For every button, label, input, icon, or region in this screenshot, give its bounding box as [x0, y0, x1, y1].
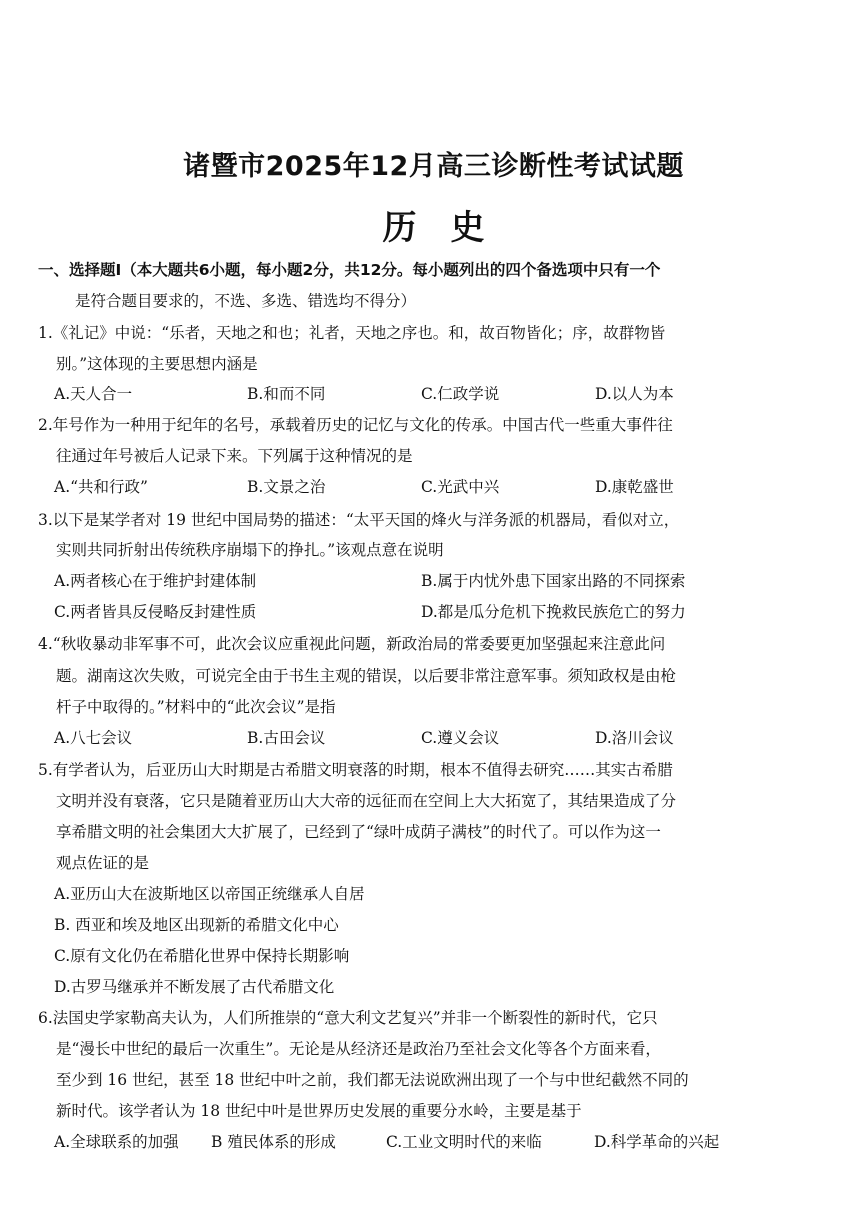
q6-option-d: D.科学革命的兴起: [594, 1133, 720, 1151]
q3-option-a: A.两者核心在于维护封建体制: [54, 572, 257, 590]
q3-stem-cont: 实则共同折射出传统秩序崩塌下的挣扎。”该观点意在说明: [56, 541, 444, 559]
q4-option-c: C.遵义会议: [421, 729, 500, 747]
q1-stem-cont: 别。”这体现的主要思想内涵是: [56, 355, 258, 373]
q4-stem-cont2: 杆子中取得的。”材料中的“此次会议”是指: [56, 698, 336, 716]
q4-option-b: B.古田会议: [247, 729, 326, 747]
q6-stem: 6.法国史学家勒高夫认为，人们所推崇的“意大利文艺复兴”并非一个断裂性的新时代，它只: [38, 1009, 658, 1027]
q2-option-c: C.光武中兴: [421, 478, 500, 496]
q1-option-b: B.和而不同: [247, 385, 326, 403]
q5-option-b: B. 西亚和埃及地区出现新的希腊文化中心: [54, 916, 339, 934]
q1-option-d: D.以人为本: [595, 385, 674, 403]
q2-stem: 2.年号作为一种用于纪年的名号，承载着历史的记忆与文化的传承。中国古代一些重大事件往: [38, 416, 673, 434]
q2-option-a: A.“共和行政”: [54, 478, 148, 496]
q2-option-d: D.康乾盛世: [595, 478, 674, 496]
q5-stem-cont2: 享希腊文明的社会集团大大扩展了，已经到了“绿叶成荫子满枝”的时代了。可以作为这一: [56, 823, 661, 841]
q5-option-d: D.古罗马继承并不断发展了古代希腊文化: [54, 978, 335, 996]
q4-option-d: D.洛川会议: [595, 729, 674, 747]
q6-option-b: B 殖民体系的形成: [211, 1133, 336, 1151]
q5-option-a: A.亚历山大在波斯地区以帝国正统继承人自居: [54, 885, 365, 903]
q4-option-a: A.八七会议: [54, 729, 133, 747]
q2-stem-cont: 往通过年号被后人记录下来。下列属于这种情况的是: [56, 447, 413, 465]
q1-option-c: C.仁政学说: [421, 385, 500, 403]
q5-option-c: C.原有文化仍在希腊化世界中保持长期影响: [54, 947, 350, 965]
q5-stem-cont3: 观点佐证的是: [56, 854, 150, 872]
section-heading-cont: 是符合题目要求的，不选、多选、错选均不得分）: [75, 292, 417, 310]
q2-option-b: B.文景之治: [247, 478, 326, 496]
q4-stem-cont1: 题。湖南这次失败，可说完全由于书生主观的错误，以后要非常注意军事。须知政权是由枪: [56, 667, 677, 685]
q3-option-b: B.属于内忧外患下国家出路的不同探索: [421, 572, 686, 590]
q5-stem-cont1: 文明并没有衰落，它只是随着亚历山大大帝的远征而在空间上大大拓宽了，其结果造成了分: [56, 792, 677, 810]
q5-stem: 5.有学者认为，后亚历山大时期是古希腊文明衰落的时期，根本不值得去研究……其实古希腊: [38, 761, 673, 779]
q6-stem-cont3: 新时代。该学者认为 18 世纪中叶是世界历史发展的重要分水岭，主要是基于: [56, 1102, 582, 1120]
q6-option-a: A.全球联系的加强: [54, 1133, 179, 1151]
q6-stem-cont1: 是“漫长中世纪的最后一次重生”。无论是从经济还是政治乃至社会文化等各个方面来看，: [56, 1040, 661, 1058]
q4-stem: 4.“秋收暴动非军事不可，此次会议应重视此问题，新政治局的常委要更加坚强起来注意此问: [38, 635, 666, 653]
q6-stem-cont2: 至少到 16 世纪，甚至 18 世纪中叶之前，我们都无法说欧洲出现了一个与中世纪截然不同的: [56, 1071, 689, 1089]
q3-option-d: D.都是瓜分危机下挽救民族危亡的努力: [421, 603, 686, 621]
q1-option-a: A.天人合一: [54, 385, 133, 403]
q6-option-c: C.工业文明时代的来临: [386, 1133, 542, 1151]
q3-option-c: C.两者皆具反侵略反封建性质: [54, 603, 257, 621]
q3-stem: 3.以下是某学者对 19 世纪中国局势的描述：“太平天国的烽火与洋务派的机器局，看似对立，: [38, 511, 680, 529]
q1-stem: 1.《礼记》中说：“乐者，天地之和也；礼者，天地之序也。和，故百物皆化；序，故群物皆: [38, 324, 666, 342]
exam-title: 诸暨市2025年12月高三诊断性考试试题: [183, 151, 684, 182]
section-heading: 一、选择题Ⅰ（本大题共6小题，每小题2分，共12分。每小题列出的四个备选项中只有一个: [38, 261, 661, 279]
subject-title: 历史: [382, 208, 519, 248]
